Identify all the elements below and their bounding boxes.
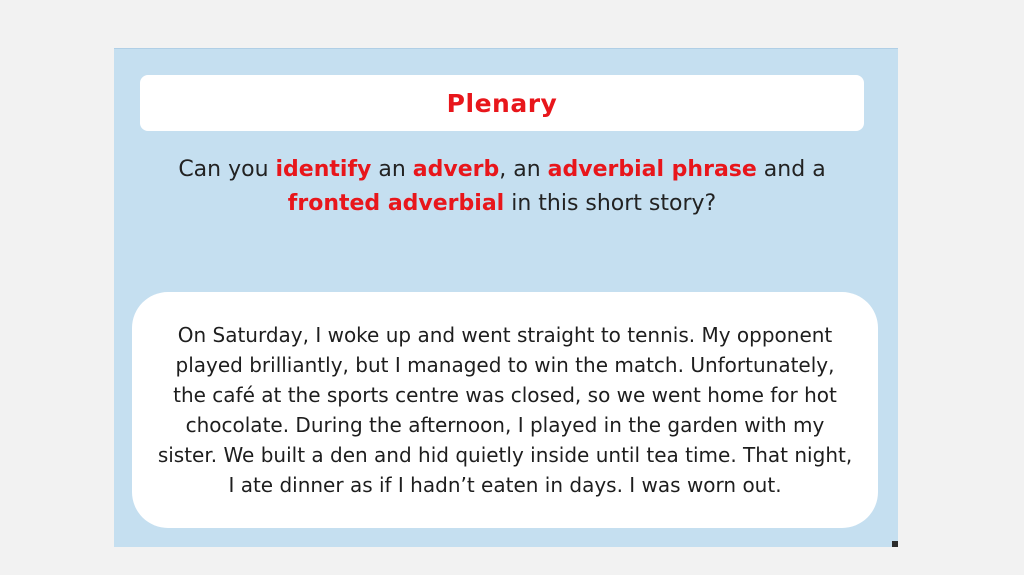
- question-part: , an: [499, 157, 548, 182]
- question-part: Can you: [178, 157, 276, 182]
- story-panel: [132, 292, 878, 528]
- slide-title: Plenary: [446, 88, 558, 118]
- title-banner: [140, 75, 864, 131]
- question-part: and a: [756, 157, 826, 182]
- question-text: [134, 153, 870, 221]
- keyword-adverbial-phrase: adverbial phrase: [547, 157, 757, 182]
- question-part: in this short story?: [504, 191, 717, 216]
- keyword-identify: identify: [275, 157, 372, 182]
- keyword-adverb: adverb: [412, 157, 500, 182]
- keyword-fronted-adverbial: fronted adverbial: [287, 191, 505, 216]
- corner-mark: [892, 541, 898, 547]
- story-text: On Saturday, I woke up and went straight to tennis. My opponent played brilliantly, but I managed to win the match. Unfortunately, the café at the sports centre was closed, so we went home for hot chocolate. During the afternoon, I played in the garden with my sister. We built a den and hid quietly inside until tea time. That night, I ate dinner as if I hadn’t eaten in days. I was worn out.: [157, 323, 853, 497]
- question-part: an: [371, 157, 413, 182]
- slide: [114, 48, 898, 547]
